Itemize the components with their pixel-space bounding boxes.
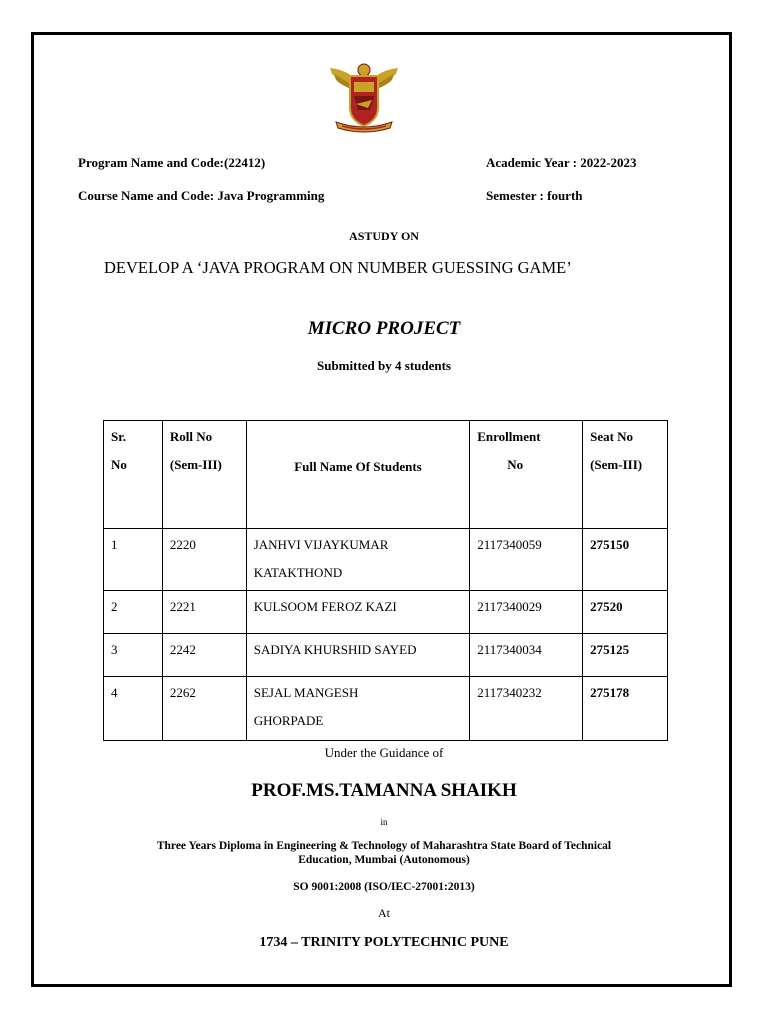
table-row: 2 2221 KULSOOM FEROZ KAZI 2117340029 27520 — [104, 591, 668, 634]
at-label: At — [378, 906, 390, 920]
table-row: 4 2262 SEJAL MANGESH GHORPADE 2117340232 275178 — [104, 677, 668, 741]
table-row: 1 2220 JANHVI VIJAYKUMAR KATAKTHOND 2117340059 275150 — [104, 529, 668, 591]
diploma-line-1: Three Years Diploma in Engineering & Technology of Maharashtra State Board of Technical — [156, 840, 612, 852]
micro-project-heading: MICRO PROJECT — [307, 318, 461, 339]
program-name-code: Program Name and Code:(22412) — [78, 155, 266, 170]
guidance-label: Under the Guidance of — [324, 745, 444, 760]
table-row: 3 2242 SADIYA KHURSHID SAYED 2117340034 275125 — [104, 634, 668, 677]
institute-logo-emblem — [326, 60, 402, 136]
project-title: DEVELOP A ‘JAVA PROGRAM ON NUMBER GUESSING GAME’ — [104, 258, 572, 277]
col-header-enrollment: Enrollment No — [470, 421, 583, 529]
study-on-label: ASTUDY ON — [349, 229, 419, 243]
students-table — [103, 420, 668, 741]
col-header-seat-no: Seat No (Sem-III) — [583, 421, 668, 529]
col-header-roll-no: Roll No (Sem-III) — [162, 421, 246, 529]
in-label: in — [380, 817, 388, 827]
col-header-sr-no: Sr. No — [104, 421, 163, 529]
submitted-by: Submitted by 4 students — [316, 358, 451, 373]
semester: Semester : fourth — [486, 188, 583, 203]
col-header-full-name: Full Name Of Students — [246, 421, 470, 529]
diploma-line-2: Education, Mumbai (Autonomous) — [298, 854, 470, 866]
course-name-code: Course Name and Code: Java Programming — [78, 188, 325, 203]
iso-certification: SO 9001:2008 (ISO/IEC-27001:2013) — [293, 881, 475, 893]
table-header-row — [104, 421, 668, 529]
professor-name: PROF.MS.TAMANNA SHAIKH — [251, 780, 517, 801]
institute-name: 1734 – TRINITY POLYTECHNIC PUNE — [259, 935, 509, 950]
academic-year: Academic Year : 2022-2023 — [486, 155, 637, 170]
